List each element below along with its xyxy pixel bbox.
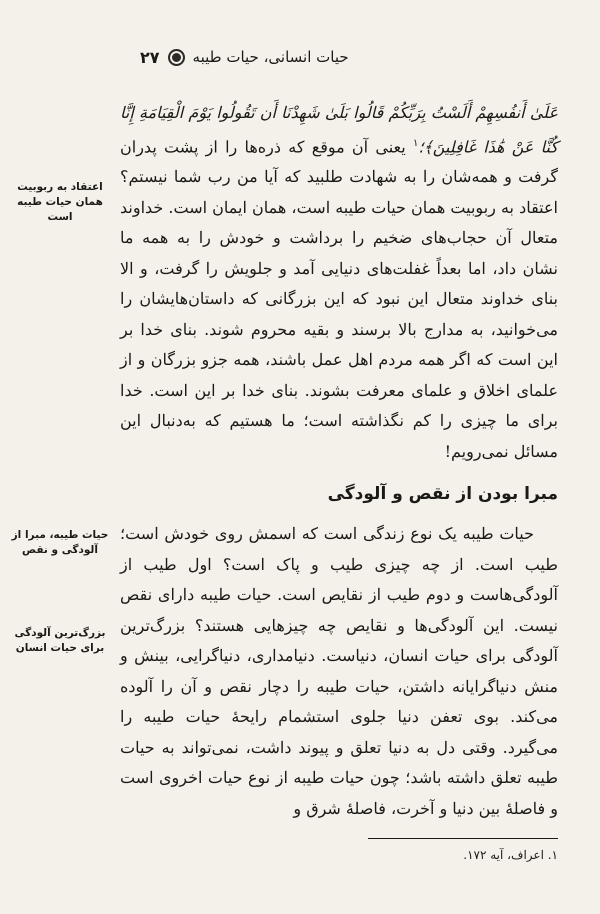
section-heading: مبرا بودن از نقص و آلودگی <box>327 484 558 505</box>
running-header <box>140 44 440 70</box>
paragraph-1 <box>120 98 558 467</box>
book-title: حیات انسانی، حیات طیبه <box>192 48 349 66</box>
page-number: ۲۷ <box>140 47 160 67</box>
main-text <box>120 98 558 824</box>
book-emblem-icon <box>168 49 185 66</box>
margin-note-free-of-defect: حیات طیبه، مبرا از آلودگی و نقص <box>11 529 109 556</box>
footnote: ۱. اعراف، آیه ۱۷۲. <box>463 848 558 862</box>
footnote-marker: ۱ <box>412 137 419 149</box>
margin-note-rububiyyat: اعتقاد به ربوبیت همان حیات طیبه است <box>17 181 103 223</box>
margin-note-greatest-defilement: بزرگ‌ترین آلودگی برای حیات انسان <box>14 627 106 654</box>
paragraph-1-text: یعنی آن موقع که ذره‌ها را از پشت پدران گرفت و همه‌شان را به شهادت طلبید که آیا من رب شما نیستم؟ اعتقاد به ربوبیت همان حیات طیبه است، همان ایمان است. خداوند متعال آن حجاب‌های ضخیم را برداشت و خودش را به همه ما نشان داد، اما بعداً غفلت‌های دنیایی آمد و جلویش را گرفت، و الا بنای خداوند متعال این نبود که این بزرگانی که داستان‌هایشان را می‌خوانید، به مدارج بالا برسند و بقیه محروم شوند. بنای خدا بر این است که اگر همه مردم اهل عمل باشند، همه جزو بزرگان و از علمای اخلاق و علمای معرفت بشوند. بنای خدا بر این است. خدا برای ما چیزی را کم نگذاشته است؛ ما هستیم که به‌دنبال این مسائل نمی‌رویم! <box>120 136 558 461</box>
footnote-divider <box>368 838 558 839</box>
paragraph-2: حیات طیبه یک نوع زندگی است که اسمش روی خودش است؛ طیب است. از چه چیزی طیب و پاک است؟ اول طیب از آلودگی‌هاست و دوم طیب از نقایص است. حیات طیبه دارای نقص نیست. این آلودگی‌ها و نقایص چه چیزهایی هستند؟ بزرگ‌ترین آلودگی برای حیات انسان، دنیاست. دنیامداری، دنیاگرایی، بینش و منش دنیاگرایانه داشتن، حیات طیبه را دچار نقص و آن را آلوده می‌کند. بوی تعفن دنیا جلوی استشمام رایحهٔ حیات طیبه را می‌گیرد. وقتی دل به دنیا تعلق و پیوند داشت، نمی‌تواند به حیات طیبه تعلق داشته باشد؛ چون حیات طیبه از نوع حیات اخروی است و فاصلهٔ بین دنیا و آخرت، فاصلهٔ شرق و <box>120 524 558 818</box>
quran-verse: عَلَىٰ أَنفُسِهِمْ أَلَسْتُ بِرَبِّكُمْ قَالُوا بَلَىٰ شَهِدْنَا أَن تَقُولُوا يَوْمَ الْقِيَامَةِ إِنَّا كُنَّا عَنْ هَٰذَا غَافِلِينَ﴾؛ <box>120 103 558 156</box>
